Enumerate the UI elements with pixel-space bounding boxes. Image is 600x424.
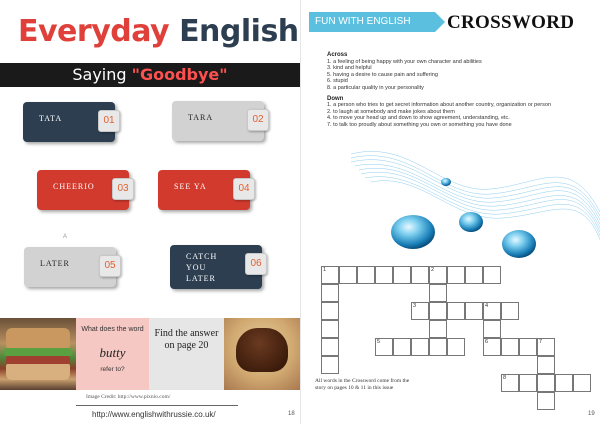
crossword-cell[interactable] bbox=[501, 338, 519, 356]
crossword-cell[interactable] bbox=[357, 266, 375, 284]
crossword-cell-number: 6 bbox=[485, 339, 489, 345]
across-list bbox=[327, 59, 597, 92]
footer-rule bbox=[76, 405, 238, 406]
crossword-cell-number: 8 bbox=[503, 375, 507, 381]
across-heading: Across bbox=[327, 52, 348, 58]
phrase-card bbox=[24, 247, 116, 287]
page-number-right: 19 bbox=[588, 411, 595, 417]
phrase-card-number: 01 bbox=[98, 110, 120, 132]
crossword-cell[interactable] bbox=[447, 338, 465, 356]
crossword-cell[interactable] bbox=[483, 266, 501, 284]
crossword-cell-number: 7 bbox=[539, 339, 543, 345]
crossword-cell[interactable] bbox=[321, 302, 339, 320]
brand-logo bbox=[18, 14, 299, 49]
phrase-card-label: SEE YA bbox=[174, 182, 207, 191]
banner-prefix: Saying bbox=[72, 65, 132, 84]
tiny-mark: A bbox=[63, 234, 68, 240]
crossword-cell[interactable] bbox=[537, 338, 555, 356]
phrase-card-label: CHEERIO bbox=[53, 182, 95, 191]
phrase-card-label: LATER bbox=[40, 259, 70, 268]
phrase-card bbox=[37, 170, 129, 210]
crossword-cell[interactable] bbox=[393, 266, 411, 284]
banner-highlight: "Goodbye" bbox=[131, 65, 228, 84]
phrase-card-label: TARA bbox=[188, 113, 214, 122]
crossword-cell[interactable] bbox=[447, 302, 465, 320]
phrase-card-number: 04 bbox=[233, 178, 255, 200]
crossword-cell[interactable] bbox=[411, 302, 429, 320]
page-number-left: 18 bbox=[288, 411, 295, 417]
clue-item: 4. to move your head up and down to show agreement, understanding, etc. bbox=[327, 115, 510, 122]
crossword-cell[interactable] bbox=[429, 302, 447, 320]
crossword-note: All words in the Crossword come from the story on pages 10 & 11 in this issue bbox=[315, 378, 410, 391]
brand-word-1: Everyday bbox=[18, 14, 170, 49]
down-heading: Down bbox=[327, 95, 344, 102]
butty-question: What does the word bbox=[81, 326, 144, 333]
crossword-cell-number: 2 bbox=[431, 267, 435, 273]
right-page bbox=[300, 0, 600, 424]
butty-box bbox=[76, 318, 149, 390]
crossword-cell[interactable] bbox=[321, 356, 339, 374]
crossword-cell[interactable] bbox=[501, 374, 519, 392]
phrase-card-number: 02 bbox=[247, 109, 269, 131]
crossword-cell[interactable] bbox=[537, 356, 555, 374]
crossword-cell[interactable] bbox=[411, 266, 429, 284]
crossword-cell[interactable] bbox=[429, 320, 447, 338]
fun-with-english-tag: FUN WITH ENGLISH bbox=[309, 12, 435, 32]
section-banner bbox=[0, 63, 300, 87]
crossword-cell[interactable] bbox=[339, 266, 357, 284]
crossword-cell[interactable] bbox=[483, 302, 501, 320]
crossword-cell[interactable] bbox=[483, 338, 501, 356]
crossword-cell[interactable] bbox=[573, 374, 591, 392]
crossword-cell[interactable] bbox=[375, 338, 393, 356]
crossword-title: CROSSWORD bbox=[447, 12, 575, 33]
clue-item: 1. a feeling of being happy with your own character and abilities bbox=[327, 58, 482, 65]
crossword-cell[interactable] bbox=[447, 266, 465, 284]
phrase-card-number: 06 bbox=[245, 253, 267, 275]
clue-item: 8. a particular quality in your personality bbox=[327, 84, 424, 91]
crossword-cell[interactable] bbox=[411, 338, 429, 356]
butty-word: butty bbox=[99, 345, 126, 360]
clue-item: 6. stupid bbox=[327, 78, 348, 85]
crossword-cell[interactable] bbox=[393, 338, 411, 356]
crossword-cell[interactable] bbox=[321, 320, 339, 338]
phrase-card-number: 03 bbox=[112, 178, 134, 200]
crossword-cell[interactable] bbox=[537, 374, 555, 392]
cake-image bbox=[224, 318, 300, 390]
clue-item: 7. to talk too proudly about something you own or something you have done bbox=[327, 121, 512, 128]
crossword-cell-number: 1 bbox=[323, 267, 327, 273]
phrase-card bbox=[158, 170, 250, 210]
crossword-cell[interactable] bbox=[321, 284, 339, 302]
bottom-strip bbox=[0, 318, 300, 390]
crossword-cell[interactable] bbox=[483, 320, 501, 338]
crossword-cell[interactable] bbox=[465, 266, 483, 284]
find-answer-text: Find the answer on page 20 bbox=[154, 328, 219, 351]
crossword-cell[interactable] bbox=[465, 302, 483, 320]
crossword-cell[interactable] bbox=[555, 374, 573, 392]
image-credit: Image Credit: http://www.pixnio.com/ bbox=[86, 394, 171, 400]
find-answer-box bbox=[149, 318, 224, 390]
clue-item: 5. having a desire to cause pain and suffering bbox=[327, 71, 438, 78]
clue-item: 2. to laugh at somebody and make jokes about them bbox=[327, 108, 455, 115]
down-list bbox=[327, 102, 597, 128]
crossword-cell[interactable] bbox=[519, 338, 537, 356]
brand-word-2: English bbox=[179, 14, 299, 49]
website-link[interactable]: http://www.englishwithrussie.co.uk/ bbox=[92, 410, 216, 419]
crossword-cell[interactable] bbox=[429, 338, 447, 356]
phrase-card bbox=[23, 102, 115, 142]
clues bbox=[327, 52, 597, 129]
crossword-cell[interactable] bbox=[321, 338, 339, 356]
phrase-card-number: 05 bbox=[99, 255, 121, 277]
crossword-cell[interactable] bbox=[429, 284, 447, 302]
crossword-cell[interactable] bbox=[375, 266, 393, 284]
crossword-cell[interactable] bbox=[429, 266, 447, 284]
clue-item: 3. kind and helpful bbox=[327, 65, 372, 72]
clue-item: 1. a person who tries to get secret information about another country, organization or person bbox=[327, 102, 551, 109]
sandwich-image bbox=[0, 318, 76, 390]
crossword-cell[interactable] bbox=[501, 302, 519, 320]
crossword-cell[interactable] bbox=[537, 392, 555, 410]
phrase-card-label: TATA bbox=[39, 114, 63, 123]
phrase-card bbox=[172, 101, 264, 141]
butty-refer: refer to? bbox=[100, 366, 125, 373]
crossword-cell-number: 3 bbox=[413, 303, 417, 309]
crossword-cell-number: 5 bbox=[377, 339, 381, 345]
phrase-card-label: CATCH YOU LATER bbox=[186, 252, 218, 283]
crossword-cell-number: 4 bbox=[485, 303, 489, 309]
phrase-card bbox=[170, 245, 262, 289]
decorative-water-swoosh bbox=[351, 134, 600, 264]
crossword-cell[interactable] bbox=[321, 266, 339, 284]
crossword-cell[interactable] bbox=[519, 374, 537, 392]
